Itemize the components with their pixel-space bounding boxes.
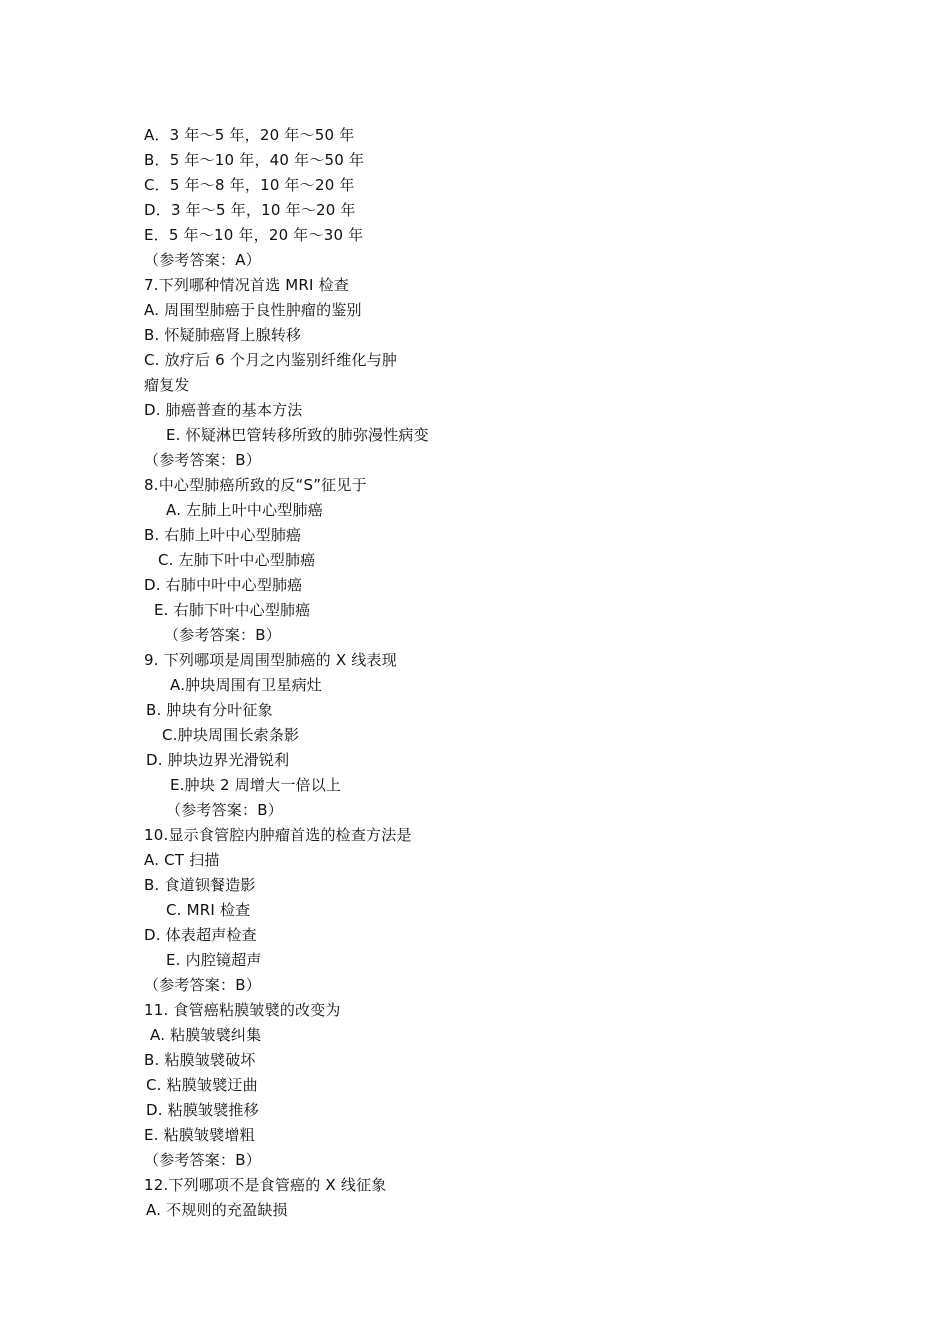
option-line: C. 粘膜皱襞迂曲 bbox=[146, 1076, 258, 1094]
option-line: C. 放疗后 6 个月之内鉴别纤维化与肿 bbox=[144, 351, 398, 369]
answer-line: （参考答案：A） bbox=[144, 251, 261, 269]
option-line: C．5 年～8 年，10 年～20 年 bbox=[144, 176, 355, 194]
option-line: D. 右肺中叶中心型肺癌 bbox=[144, 576, 303, 594]
option-line: E. 粘膜皱襞增粗 bbox=[144, 1126, 255, 1144]
option-line: B. 粘膜皱襞破坏 bbox=[144, 1051, 256, 1069]
option-line: C. 左肺下叶中心型肺癌 bbox=[158, 551, 316, 569]
option-line: B. 右肺上叶中心型肺癌 bbox=[144, 526, 302, 544]
answer-line: （参考答案：B） bbox=[144, 976, 261, 994]
answer-line: （参考答案：B） bbox=[144, 451, 261, 469]
question-line: 11. 食管癌粘膜皱襞的改变为 bbox=[144, 1001, 341, 1019]
option-line: A. CT 扫描 bbox=[144, 851, 220, 869]
option-line: E.肿块 2 周增大一倍以上 bbox=[170, 776, 342, 794]
option-line: E. 右肺下叶中心型肺癌 bbox=[154, 601, 311, 619]
option-line: B．5 年～10 年，40 年～50 年 bbox=[144, 151, 365, 169]
answer-line: （参考答案：B） bbox=[164, 626, 281, 644]
option-line: E. 内腔镜超声 bbox=[166, 951, 262, 969]
option-line: D. 肺癌普查的基本方法 bbox=[144, 401, 303, 419]
question-line: 9. 下列哪项是周围型肺癌的 X 线表现 bbox=[144, 651, 397, 669]
option-line: D. 肿块边界光滑锐利 bbox=[146, 751, 290, 769]
option-line: B. 肿块有分叶征象 bbox=[146, 701, 273, 719]
option-line: C. MRI 检查 bbox=[166, 901, 251, 919]
option-line: A. 周围型肺癌于良性肿瘤的鉴别 bbox=[144, 301, 362, 319]
option-line: D．3 年～5 年，10 年～20 年 bbox=[144, 201, 356, 219]
option-line: E．5 年～10 年，20 年～30 年 bbox=[144, 226, 364, 244]
question-line: 8.中心型肺癌所致的反“S”征见于 bbox=[144, 476, 367, 494]
option-line: B. 食道钡餐造影 bbox=[144, 876, 256, 894]
option-line: A.肿块周围有卫星病灶 bbox=[170, 676, 322, 694]
question-line: 7.下列哪种情况首选 MRI 检查 bbox=[144, 276, 350, 294]
question-line: 12.下列哪项不是食管癌的 X 线征象 bbox=[144, 1176, 387, 1194]
option-line: E. 怀疑淋巴管转移所致的肺弥漫性病变 bbox=[166, 426, 429, 444]
option-line: B. 怀疑肺癌肾上腺转移 bbox=[144, 326, 302, 344]
answer-line: （参考答案：B） bbox=[166, 801, 283, 819]
option-line: A．3 年～5 年，20 年～50 年 bbox=[144, 126, 355, 144]
option-line: A. 粘膜皱襞纠集 bbox=[150, 1026, 262, 1044]
option-line: D. 体表超声检查 bbox=[144, 926, 257, 944]
answer-line: （参考答案：B） bbox=[144, 1151, 261, 1169]
option-line-continuation: 瘤复发 bbox=[144, 376, 190, 394]
question-line: 10.显示食管腔内肿瘤首选的检查方法是 bbox=[144, 826, 412, 844]
option-line: A. 左肺上叶中心型肺癌 bbox=[166, 501, 323, 519]
option-line: D. 粘膜皱襞推移 bbox=[146, 1101, 259, 1119]
option-line: A. 不规则的充盈缺损 bbox=[146, 1201, 288, 1219]
option-line: C.肿块周围长索条影 bbox=[162, 726, 300, 744]
